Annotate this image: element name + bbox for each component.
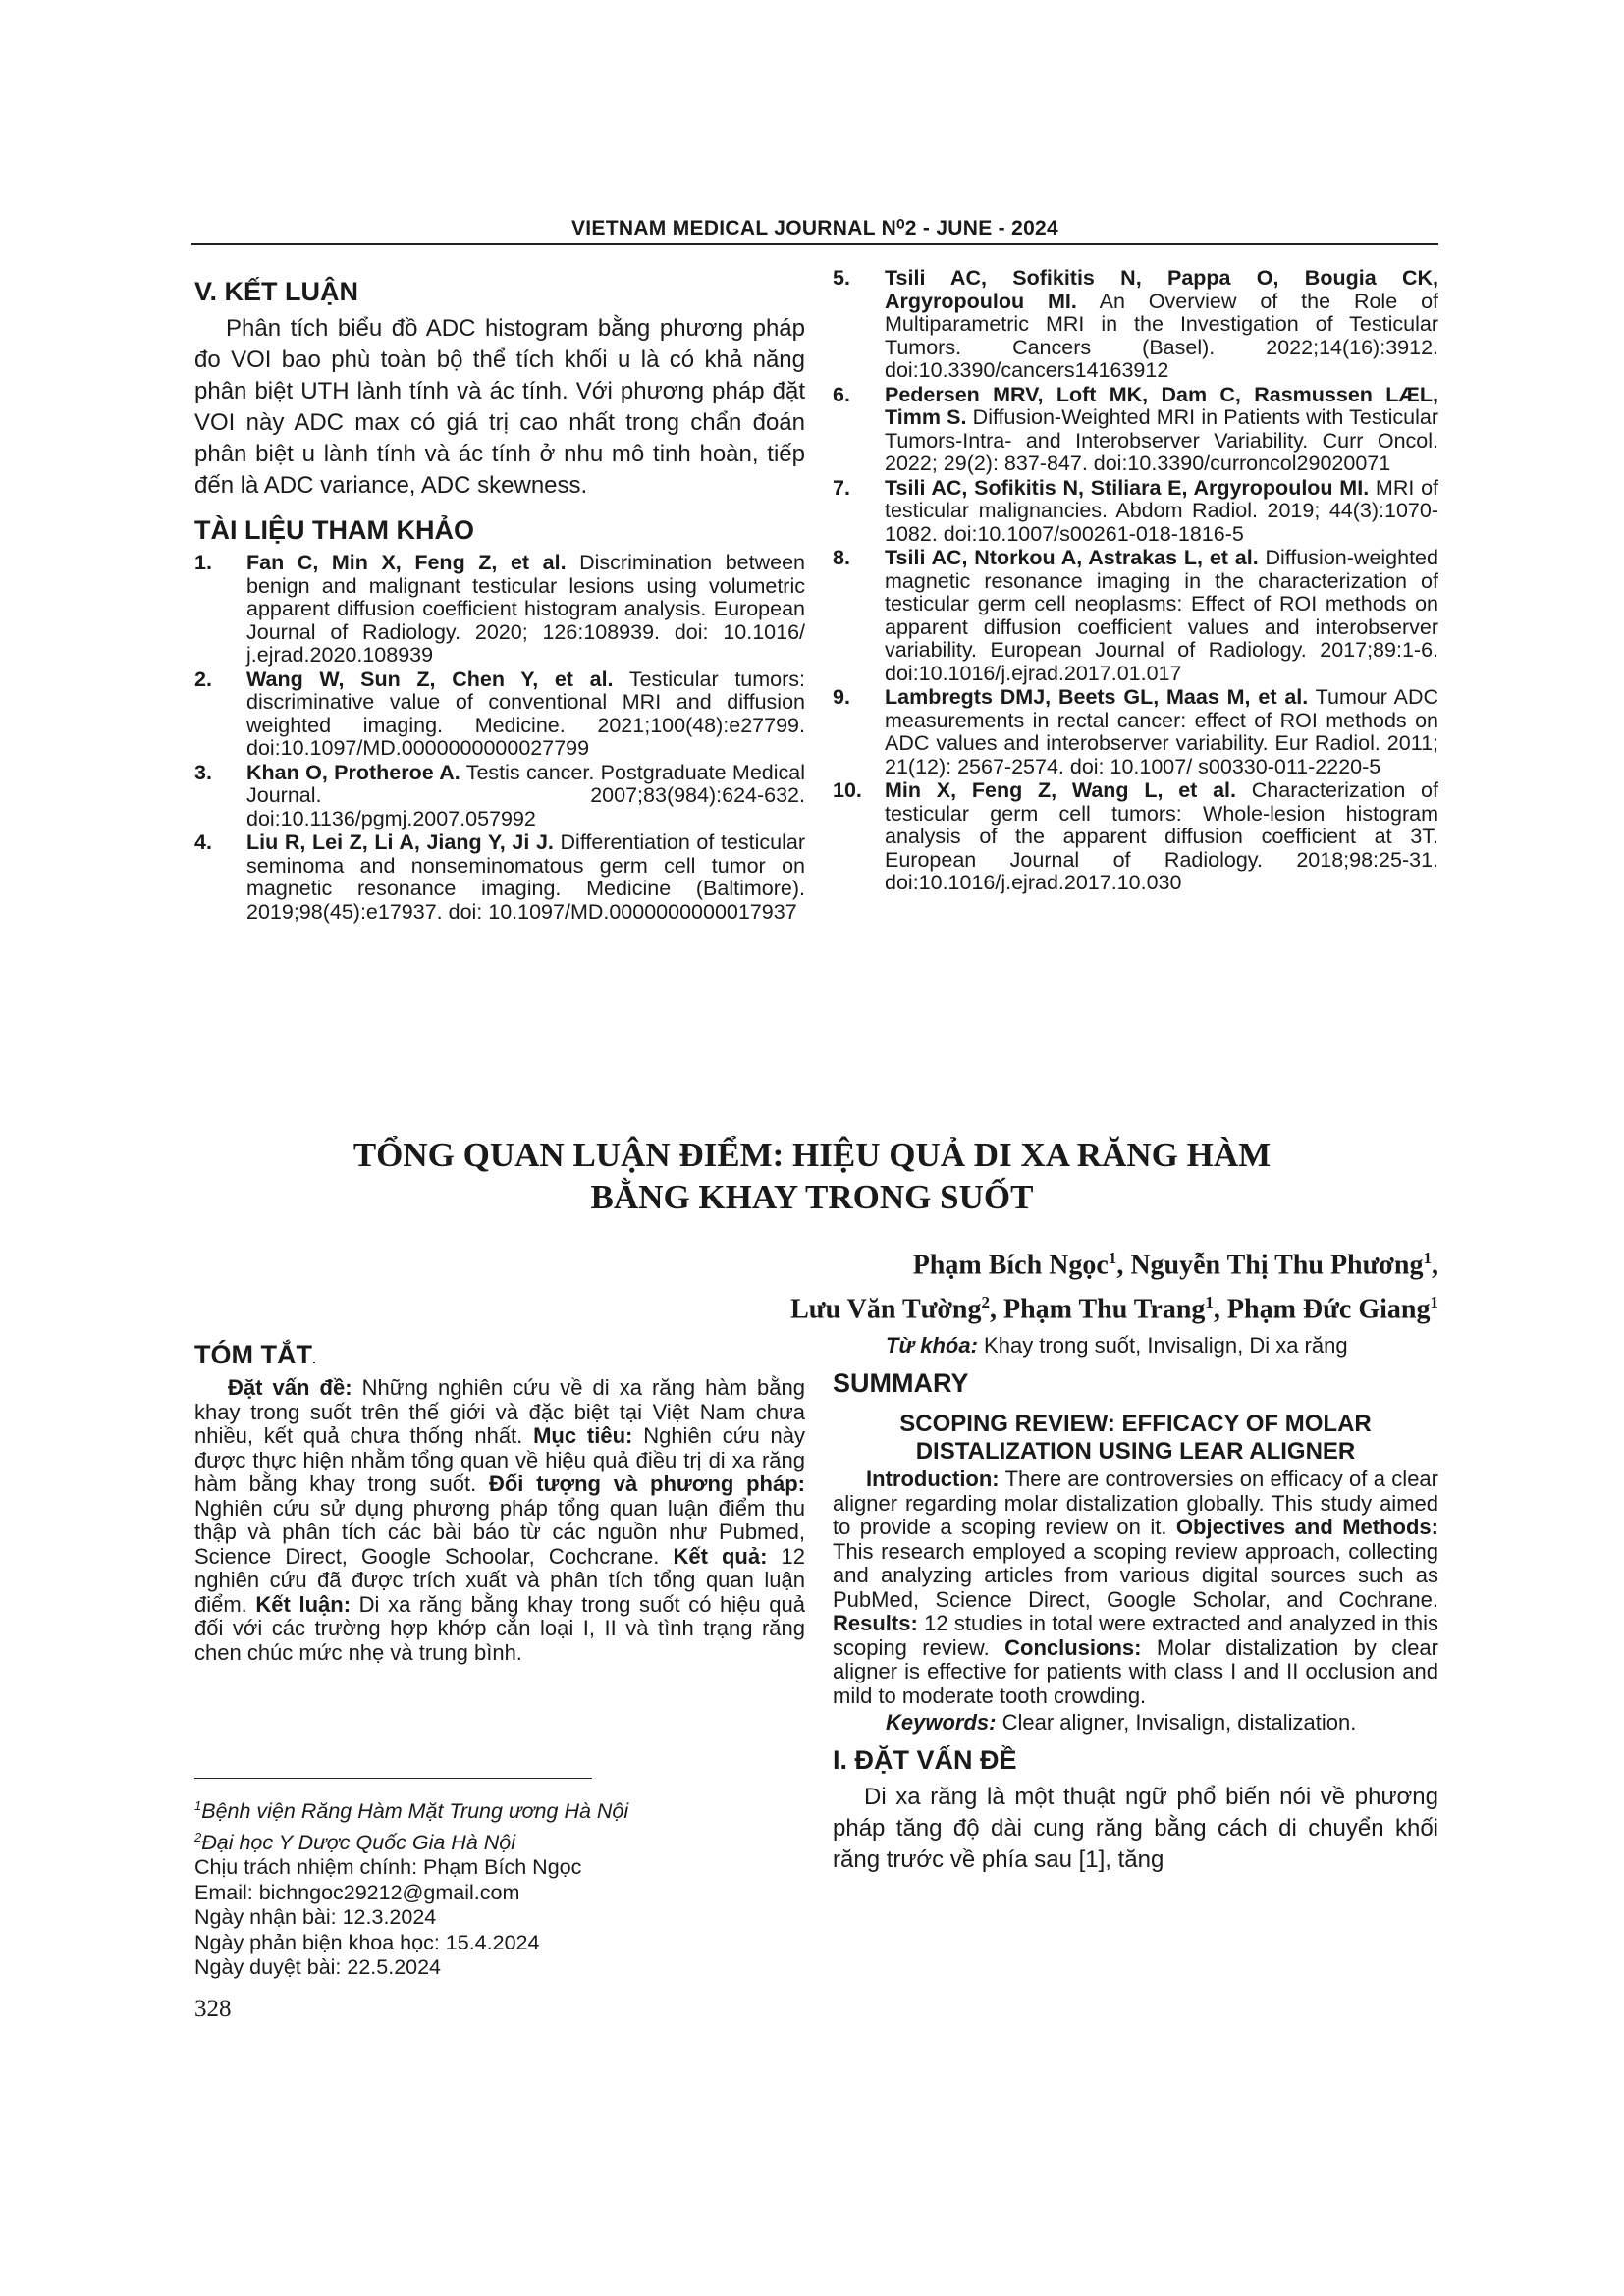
reference-item: 4. Liu R, Lei Z, Li A, Jiang Y, Ji J. Differentiation of testicular seminoma and nonseminomatous germ cell tumor on magnetic resonance imaging. Medicine (Baltimore). 2019;98(45):e17937. doi: 10.1097/MD.0000000000017937 <box>194 830 805 924</box>
email: Email: bichngoc29212@gmail.com <box>194 1880 520 1904</box>
affiliation-2: $^2$Đại học Y Dược Quốc Gia Hà Nội <box>194 1829 516 1854</box>
reference-item: 6. Pedersen MRV, Loft MK, Dam C, Rasmussen LÆL, Timm S. Diffusion-Weighted MRI in Patients with Testicular Tumors-Intra- and Interobserver Variability. Curr Oncol. 2022; 29(2): 837-847. doi:10.3390/curroncol29020071 <box>833 382 1438 475</box>
article-title <box>236 1134 1388 1218</box>
keywords-vi: Từ khóa: Khay trong suốt, Invisalign, Di xa răng <box>886 1333 1348 1358</box>
intro-heading: I. ĐẶT VẤN ĐỀ <box>833 1745 1017 1775</box>
reference-item: 2. Wang W, Sun Z, Chen Y, et al. Testicular tumors: discriminative value of conventional MRI and diffusion weighted imaging. Medicine. 2021;100(48):e27799. doi:10.1097/MD.0000000000027799 <box>194 667 805 760</box>
date-reviewed: Ngày phản biện khoa học: 15.4.2024 <box>194 1930 540 1954</box>
summary-heading: SUMMARY <box>833 1368 969 1398</box>
upper-left-column <box>194 267 805 925</box>
reference-item: 8. Tsili AC, Ntorkou A, Astrakas L, et al. Diffusion-weighted magnetic resonance imaging in the characterization of testicular germ cell neoplasms: Effect of ROI methods on apparent diffusion coefficient values and interobserver variability. European Journal of Radiology. 2017;89:1-6. doi:10.1016/j.ejrad.2017.01.017 <box>833 546 1438 685</box>
author-name: Phạm Bích Ngọc <box>912 1250 1109 1281</box>
keywords-en: Keywords: Clear aligner, Invisalign, distalization. <box>886 1710 1357 1735</box>
author-list <box>511 1240 1438 1329</box>
reference-item: 9. Lambregts DMJ, Beets GL, Maas M, et al. Tumour ADC measurements in rectal cancer: effect of ROI methods on ADC values and interobserver variability. Eur Radiol. 2011; 21(12): 2567-2574. doi: 10.1007/ s00330-011-2220-5 <box>833 685 1439 778</box>
author-line: Phạm Bích Ngọc$^1$, Nguyễn Thị Thu Phương$^1$, <box>912 1249 1438 1281</box>
references-heading: TÀI LIỆU THAM KHẢO <box>194 515 474 545</box>
intro-text: Di xa răng là một thuật ngữ phổ biến nói về phương pháp tăng độ dài cung răng bằng cách di chuyển khối răng trước về phía sau [1], tăng <box>833 1784 1438 1873</box>
reference-item: 10. Min X, Feng Z, Wang L, et al. Characterization of testicular germ cell tumors: Whole-lesion histogram analysis of the apparent diffusion coefficient at 3T. European Journal of Radiology. 2018;98:25-31. doi:10.1016/j.ejrad.2017.10.030 <box>833 778 1438 894</box>
author-name: Nguyễn Thị Thu Phương <box>1130 1250 1424 1281</box>
author-name: Phạm Đức Giang <box>1226 1294 1431 1325</box>
reference-list-left <box>194 552 805 924</box>
responsible-author: Chịu trách nhiệm chính: Phạm Bích Ngọc <box>194 1855 582 1880</box>
date-accepted: Ngày duyệt bài: 22.5.2024 <box>194 1955 442 1980</box>
date-received: Ngày nhận bài: 12.3.2024 <box>194 1905 437 1930</box>
article-title-line: TỔNG QUAN LUẬN ĐIỂM: HIỆU QUẢ DI XA RĂNG HÀM <box>352 1136 1272 1174</box>
footnote-rule <box>194 1778 592 1779</box>
conclusion-heading: V. KẾT LUẬN <box>194 277 359 306</box>
affiliation-1: $^1$Bệnh viện Răng Hàm Mặt Trung ương Hà Nội <box>194 1798 629 1824</box>
header-rule <box>191 243 1438 245</box>
reference-item: 3. Khan O, Protheroe A. Testis cancer. Postgraduate Medical Journal. 2007;83(984):624-632. doi:10.1136/pgmj.2007.057992 <box>194 760 806 830</box>
author-line: Lưu Văn Tường$^2$, Phạm Thu Trang$^1$, Phạm Đức Giang$^1$ <box>790 1293 1438 1325</box>
footnotes <box>194 1793 805 1981</box>
journal-header: VIETNAM MEDICAL JOURNAL N⁰2 - JUNE - 2024 <box>570 217 1059 240</box>
conclusion-text: Phân tích biểu đồ ADC histogram bằng phương pháp đo VOI bao phù toàn bộ thể tích khối u là có khả năng phân biệt UTH lành tính và ác tính. Với phương pháp đặt VOI này ADC max có giá trị cao nhất trong chẩn đoán phân biệt u lành tính và ác tính ở nhu mô tinh hoàn, tiếp đến là ADC variance, ADC skewness. <box>194 315 805 499</box>
reference-item: 1. Fan C, Min X, Feng Z, et al. Discrimination between benign and malignant testicular lesions using volumetric apparent diffusion coefficient histogram analysis. European Journal of Radiology. 2020; 126:108939. doi: 10.1016/ j.ejrad.2020.108939 <box>194 551 805 667</box>
reference-item: 7. Tsili AC, Sofikitis N, Stiliara E, Argyropoulou MI. MRI of testicular malignancies. Abdom Radiol. 2019; 44(3):1070-1082. doi:10.1007/s00261-018-1816-5 <box>833 475 1438 546</box>
reference-list-right <box>833 267 1438 895</box>
reference-item: 5. Tsili AC, Sofikitis N, Pappa O, Bougia CK, Argyropoulou MI. An Overview of the Role of Multiparametric MRI in the Investigation of Testicular Tumors. Cancers (Basel). 2022;14(16):3912. doi:10.3390/cancers14163912 <box>833 266 1438 382</box>
page-number: 328 <box>194 1996 232 2022</box>
abstract-vi <box>194 1340 805 1665</box>
upper-right-column <box>833 267 1438 896</box>
abstract-vi-text: Đặt vấn đề: Những nghiên cứu về di xa răng hàm bằng khay trong suốt trên thế giới và đặc biệt tại Việt Nam chưa nhiều, kết quả chưa thống nhất. Mục tiêu: Nghiên cứu này được thực hiện nhằm tổng quan về hiệu quả điều trị di xa răng hàm bằng khay trong suốt. Đối tượng và phương pháp: Nghiên cứu sử dụng phương pháp tổng quan luận điểm thu thập và phân tích các bài báo từ các nguồn như Pubmed, Science Direct, Google Schoolar, Cochcrane. Kết quả: 12 nghiên cứu đã được trích xuất và phân tích tổng quan luận điểm. Kết luận: Di xa răng bằng khay trong suốt có hiệu quả đối với các trường hợp khớp cắn loại I, II và tình trạng răng chen chúc mức nhẹ và trung bình. <box>194 1375 805 1665</box>
author-name: Phạm Thu Trang <box>1003 1294 1206 1325</box>
article-title-line: BẰNG KHAY TRONG SUỐT <box>590 1178 1034 1216</box>
abstract-vi-heading: TÓM TẮT. <box>194 1340 316 1369</box>
summary-text: Introduction: There are controversies on efficacy of a clear aligner regarding molar distalization globally. This study aimed to provide a scoping review on it. Objectives and Methods: This research employed a scoping review approach, collecting and analyzing articles from various digital sources such as PubMed, Science Direct, Google Scholar, and Cochrane. Results: 12 studies in total were extracted and analyzed in this scoping review. Conclusions: Molar distalization by clear aligner is effective for patients with class I and II occlusion and mild to moderate tooth crowding. <box>833 1467 1438 1708</box>
lower-right-column <box>833 1333 1438 1876</box>
author-name: Lưu Văn Tường <box>790 1294 982 1325</box>
summary-title: SCOPING REVIEW: EFFICACY OF MOLAR DISTALIZATION USING LEAR ALIGNER <box>899 1411 1372 1465</box>
